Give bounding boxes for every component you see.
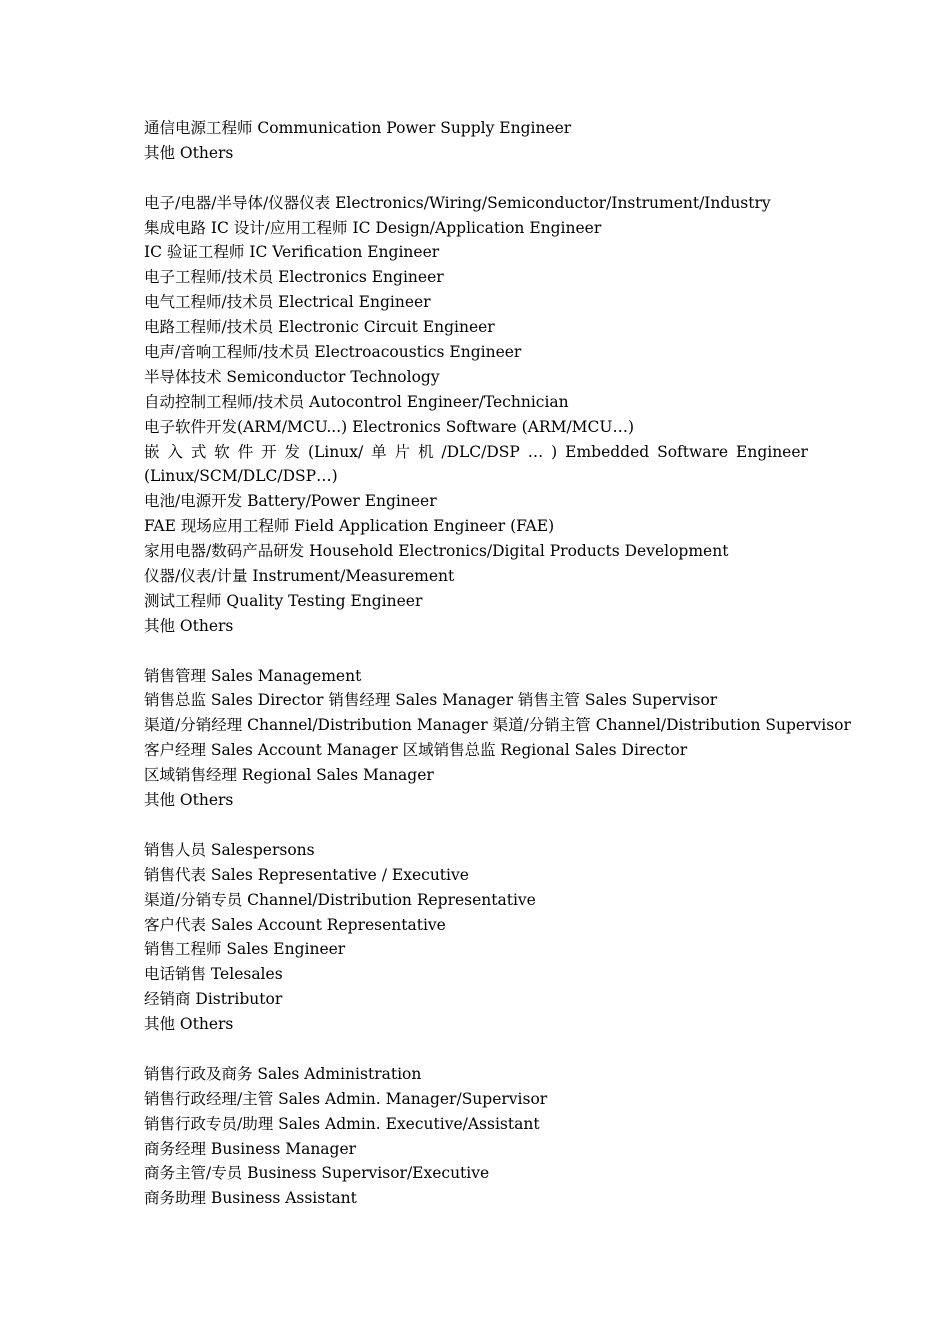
text-line: 销售总监 Sales Director 销售经理 Sales Manager 销售主管 Sales Supervisor xyxy=(144,691,718,710)
text-line: 商务经理 Business Manager xyxy=(144,1139,357,1158)
text-line: 渠道/分销经理 Channel/Distribution Manager 渠道/分销主管 Channel/Distribution Supervisor xyxy=(144,716,851,735)
text-line: 客户代表 Sales Account Representative xyxy=(144,915,446,934)
text-line: 销售管理 Sales Management xyxy=(144,666,362,685)
text-line: 其他 Others xyxy=(144,616,234,635)
text-line: 销售人员 Salespersons xyxy=(144,840,315,859)
embedded-word: Engineer xyxy=(736,442,808,461)
text-line: 电气工程师/技术员 Electrical Engineer xyxy=(144,293,431,312)
text-line: 其他 Others xyxy=(144,143,234,162)
text-line: 自动控制工程师/技术员 Autocontrol Engineer/Technician xyxy=(144,392,569,411)
blank-line xyxy=(144,813,808,838)
text-line: 半导体技术 Semiconductor Technology xyxy=(144,367,440,386)
text-line: 商务主管/专员 Business Supervisor/Executive xyxy=(144,1164,490,1183)
embedded-software-line xyxy=(144,440,808,465)
text-line: 电子/电器/半导体/仪器仪表 Electronics/Wiring/Semiconductor/Instrument/Industry xyxy=(144,193,771,212)
blank-line xyxy=(144,639,808,664)
embedded-word: 式 xyxy=(190,442,207,461)
text-line: 渠道/分销专员 Channel/Distribution Representative xyxy=(144,890,536,909)
text-line: 销售行政专员/助理 Sales Admin. Executive/Assistant xyxy=(144,1114,540,1133)
blank-line xyxy=(144,166,808,191)
text-line: 销售行政经理/主管 Sales Admin. Manager/Supervisor xyxy=(144,1089,548,1108)
text-line: 商务助理 Business Assistant xyxy=(144,1189,357,1208)
document-body xyxy=(144,116,851,1211)
embedded-word: Software xyxy=(657,442,729,461)
embedded-word: 机 xyxy=(417,442,434,461)
text-line: 电池/电源开发 Battery/Power Engineer xyxy=(144,492,437,511)
embedded-word: 发 xyxy=(284,442,301,461)
text-line: 客户经理 Sales Account Manager 区域销售总监 Regional Sales Director xyxy=(144,741,688,760)
embedded-software-line-continuation: (Linux/SCM/DLC/DSP…) xyxy=(144,467,338,486)
text-line: 其他 Others xyxy=(144,791,234,810)
job-list-block-1 xyxy=(144,116,808,440)
text-line: 通信电源工程师 Communication Power Supply Engineer xyxy=(144,119,572,137)
text-line: 销售代表 Sales Representative / Executive xyxy=(144,865,469,884)
embedded-word: … xyxy=(527,442,544,461)
text-line: 经销商 Distributor xyxy=(144,990,283,1009)
text-line: FAE 现场应用工程师 Field Application Engineer (FAE) xyxy=(144,517,555,536)
blank-line xyxy=(144,1037,808,1062)
embedded-word: /DLC/DSP xyxy=(441,442,520,461)
embedded-word: 入 xyxy=(167,442,183,461)
embedded-word: 软 xyxy=(214,442,230,461)
text-line: 电路工程师/技术员 Electronic Circuit Engineer xyxy=(144,318,495,337)
text-line: 测试工程师 Quality Testing Engineer xyxy=(144,591,423,610)
text-line: 销售工程师 Sales Engineer xyxy=(144,940,346,959)
text-line: 电话销售 Telesales xyxy=(144,965,283,984)
embedded-word: ) xyxy=(551,442,558,461)
text-line: 电子工程师/技术员 Electronics Engineer xyxy=(144,268,444,287)
text-line: 区域销售经理 Regional Sales Manager xyxy=(144,766,434,785)
text-line: 家用电器/数码产品研发 Household Electronics/Digital Products Development xyxy=(144,542,729,561)
embedded-word: Embedded xyxy=(565,442,650,461)
text-line: 电声/音响工程师/技术员 Electroacoustics Engineer xyxy=(144,343,522,362)
embedded-word: 嵌 xyxy=(144,442,160,461)
text-line: 仪器/仪表/计量 Instrument/Measurement xyxy=(144,567,455,586)
text-line: 销售行政及商务 Sales Administration xyxy=(144,1064,422,1083)
text-line: 电子软件开发(ARM/MCU...) Electronics Software (ARM/MCU…) xyxy=(144,417,635,436)
embedded-word: 片 xyxy=(394,442,411,461)
embedded-word: (Linux/ xyxy=(307,442,364,461)
embedded-word: 件 xyxy=(237,442,254,461)
job-list-block-2 xyxy=(144,489,851,1211)
text-line: 集成电路 IC 设计/应用工程师 IC Design/Application Engineer xyxy=(144,218,602,237)
text-line: 其他 Others xyxy=(144,1015,234,1034)
embedded-word: 单 xyxy=(371,442,387,461)
text-line: IC 验证工程师 IC Verification Engineer xyxy=(144,243,440,262)
embedded-word: 开 xyxy=(261,442,277,461)
